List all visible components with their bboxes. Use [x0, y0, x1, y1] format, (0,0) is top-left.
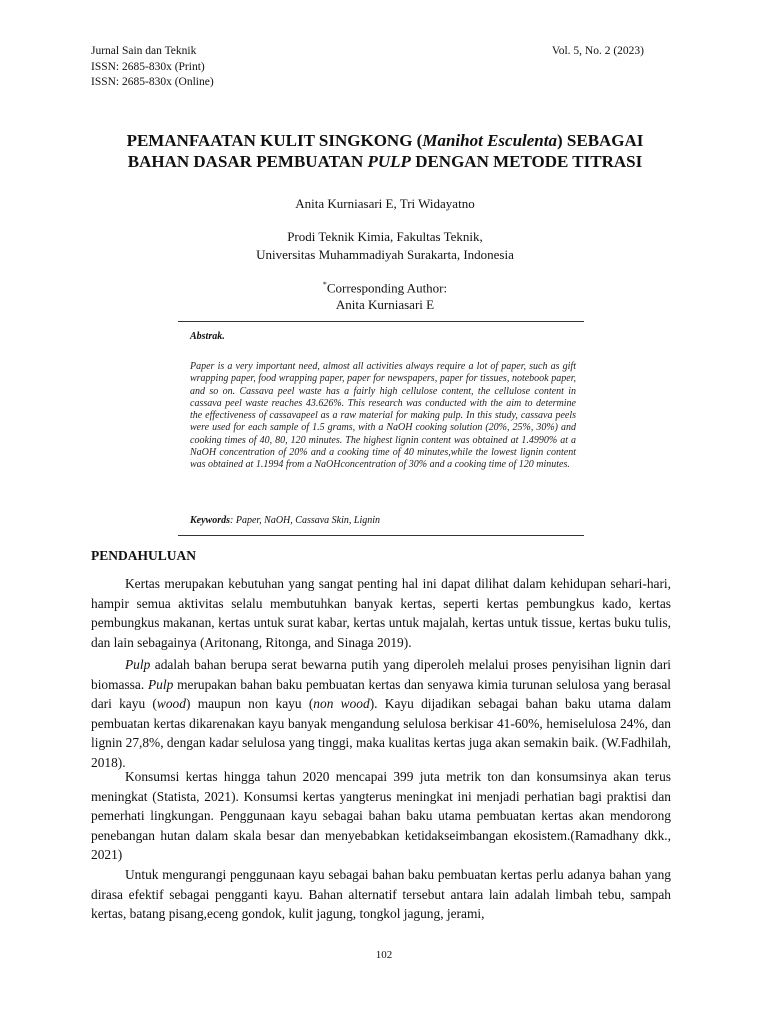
abstract-text: Paper is a very important need, almost all activities always require a lot of paper, such as gift wrapping paper, food wrapping paper, paper for newspapers, paper for tissues, notebook paper, and so on. Cassava peel waste has a fairly high cellulose content, the cellulose content in cassava peel waste reaches 43.626%. This research was conducted with the aim to determine the effectiveness of cassavapeel as a raw material for making pulp. In this study, cassava peels were used for each sample of 1.5 grams, with a NaOH cooking solution (20%, 25%, 30%) and cooking times of 40, 80, 120 minutes. The highest lignin content was obtained at 1.4990% at a NaOH concentration of 20% and a cooking time of 40 minutes,while the lowest lignin content was obtained at 1.1994 from a NaOHconcentration of 30% and a cooking time of 120 minutes. — [190, 361, 576, 471]
issn-online: ISSN: 2685-830x (Online) — [91, 76, 214, 88]
abstract-top-rule — [178, 321, 584, 322]
paragraph-text: merupakan bahan baku pembuatan kertas dan senyawa kimia turunan selulosa yang berasal dari kayu ( — [91, 676, 671, 711]
keywords — [190, 515, 380, 526]
corresponding-name: Anita Kurniasari E — [335, 297, 435, 313]
journal-name: Jurnal Sain dan Teknik — [91, 45, 197, 57]
title-part: PEMANFAATAN KULIT SINGKONG ( — [126, 131, 423, 150]
paragraph-4: Untuk mengurangi penggunaan kayu sebagai bahan baku pembuatan kertas perlu adanya bahan yang dirasa efektif sebagai pengganti kayu. Bahan alternatif tersebut antara lain adalah limbah tebu, sampah kertas, batang pisang,eceng gondok, kulit jagung, tongkol jagung, jerami, — [91, 867, 671, 921]
paragraph-text: ). Kayu dijadikan sebagai bahan baku utama dalam pembuatan kertas dikarenakan kayu banyak mengandung selulosa berkisar 41-60%, hemiselulosa 24%, dan lignin 27,8%, dengan kadar selulosa yang tinggi, maka kualitas kertas juga akan semakin baik. (W.Fadhilah, 2018). — [91, 696, 671, 770]
title-pulp: PULP — [367, 152, 411, 171]
authors: Anita Kurniasari E, Tri Widayatno — [295, 196, 475, 211]
italic-term: Pulp — [125, 657, 151, 672]
volume-info: Vol. 5, No. 2 (2023) — [551, 45, 644, 57]
italic-term: wood — [156, 696, 186, 711]
paragraph-text: ) maupun non kayu ( — [185, 696, 314, 711]
corresponding-label: Corresponding Author: — [326, 280, 448, 296]
corresponding-mark: * — [322, 280, 327, 289]
paragraph-text: adalah bahan berupa serat bewarna putih yang diperoleh melalui proses penyisihan lignin dari biomassa. — [91, 657, 671, 692]
paragraph-2 — [91, 655, 671, 772]
paragraph-1: Kertas merupakan kebutuhan yang sangat penting hal ini dapat dilihat dalam kehidupan sehari-hari, hampir semua aktivitas selalu membutuhkan banyak kertas, seperti kertas pembungkus kado, kertas pembungkus makanan, kertas untuk surat kabar, kertas untuk majalah, kertas untuk tissue, kertas buku tulis, dan lain sebagainya (Aritonang, Ritonga, and Sinaga 2019). — [91, 576, 671, 650]
affiliation-line: Universitas Muhammadiyah Surakarta, Indonesia — [256, 247, 514, 262]
affiliation-line: Prodi Teknik Kimia, Fakultas Teknik, — [287, 229, 483, 244]
journal-header — [91, 44, 214, 91]
title-part: ) SEBAGAI — [556, 131, 644, 150]
issn-print: ISSN: 2685-830x (Print) — [91, 60, 205, 73]
keywords-list: : Paper, NaOH, Cassava Skin, Lignin — [230, 515, 380, 526]
italic-term: Pulp — [147, 676, 174, 692]
title-part: BAHAN DASAR PEMBUATAN — [127, 152, 368, 171]
corresponding-author — [80, 276, 690, 313]
abstract-bottom-rule — [178, 535, 584, 536]
abstract-heading: Abstrak. — [190, 331, 225, 342]
keywords-label: Keywords — [190, 515, 230, 526]
page-number: 102 — [375, 949, 393, 961]
paper-title — [80, 130, 690, 172]
paragraph-3: Konsumsi kertas hingga tahun 2020 mencapai 399 juta metrik ton dan konsumsinya akan terus meningkat (Statista, 2021). Konsumsi kertas yangterus meningkat ini menjadi perhatian bagi praktisi dan pemerhati lingkungan. Penggunaan kayu sebagai bahan baku utama pembuatan kertas akan mendorong penebangan hutan dalam skala besar dan menyebabkan ketidakseimbangan ekosistem.(Ramadhany dkk., 2021) — [91, 769, 671, 862]
affiliation — [80, 228, 690, 264]
title-part: DENGAN METODE TITRASI — [410, 152, 643, 171]
italic-term: non wood — [313, 696, 370, 711]
section-heading: PENDAHULUAN — [91, 548, 197, 563]
title-species: Manihot Esculenta — [422, 131, 557, 150]
